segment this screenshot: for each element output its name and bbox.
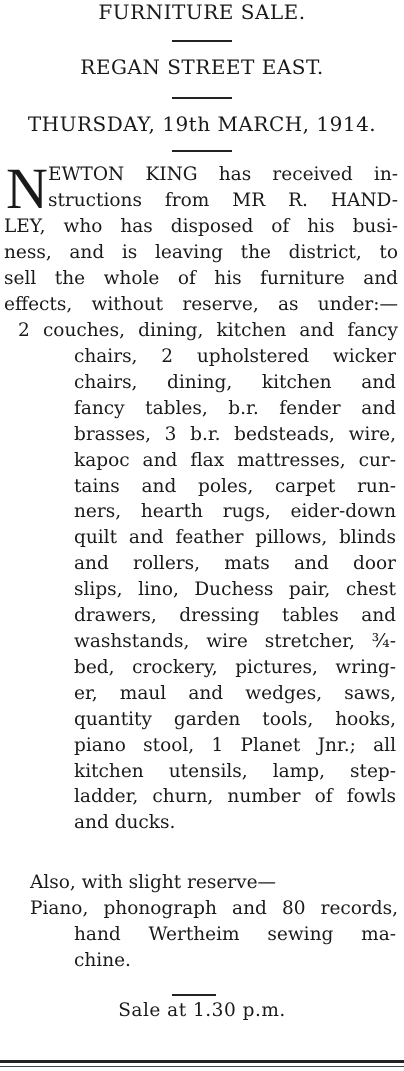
item-line: ners, hearth rugs, eider-down xyxy=(74,501,396,523)
intro-line: LEY, who has disposed of his busi- xyxy=(4,216,398,237)
item-line: bed, crockery, pictures, wring- xyxy=(74,656,396,678)
item-line: kapoc and flax mattresses, cur- xyxy=(74,449,396,471)
reserve-line: Piano, phonograph and 80 records, xyxy=(30,898,398,919)
ad-date: THURSDAY, 19th MARCH, 1914. xyxy=(27,112,377,136)
items-list xyxy=(74,344,396,836)
intro-line: EWTON KING has received in- xyxy=(48,164,398,185)
drop-cap: N xyxy=(6,156,48,221)
item-line: chairs, 2 upholstered wicker xyxy=(74,346,396,367)
ad-title: FURNITURE SALE. xyxy=(98,0,306,24)
item-line: ladder, churn, number of fowls xyxy=(74,786,396,808)
divider-rule xyxy=(172,40,232,42)
sale-time: Sale at 1.30 p.m. xyxy=(118,1000,286,1021)
intro-line: ness, and is leaving the district, to xyxy=(4,241,398,263)
reserve-first-line xyxy=(30,896,398,922)
item-line: er, maul and wedges, saws, xyxy=(74,682,396,704)
reserve-intro xyxy=(30,870,390,896)
reserve-intro-line: Also, with slight reserve— xyxy=(30,872,277,893)
divider-rule xyxy=(172,97,232,99)
items-first-line xyxy=(18,318,398,344)
item-line: and ducks. xyxy=(74,812,176,834)
divider-rule xyxy=(172,994,216,996)
item-line: tains and poles, carpet run- xyxy=(74,475,396,497)
intro-line: sell the whole of his furniture and xyxy=(4,267,398,289)
intro-line: effects, without reserve, as under:— xyxy=(4,293,398,315)
item-line: slips, lino, Duchess pair, chest xyxy=(74,579,396,601)
item-line: brasses, 3 b.r. bedsteads, wire, xyxy=(74,423,396,445)
item-line: kitchen utensils, lamp, step- xyxy=(74,760,396,782)
divider-rule xyxy=(172,150,232,152)
bottom-border-rule-thin xyxy=(0,1066,404,1067)
item-line: washstands, wire stretcher, ¾- xyxy=(74,630,396,652)
intro-block-indented xyxy=(48,162,398,214)
bottom-border-rule xyxy=(0,1060,404,1063)
item-line: and rollers, mats and door xyxy=(74,553,396,575)
reserve-line: hand Wertheim sewing ma- xyxy=(74,924,396,945)
item-line: 2 couches, dining, kitchen and fancy xyxy=(18,320,398,341)
reserve-line: chine. xyxy=(74,949,131,971)
item-line: drawers, dressing tables and xyxy=(74,605,396,627)
item-line: fancy tables, b.r. fender and xyxy=(74,397,396,419)
ad-location: REGAN STREET EAST. xyxy=(80,55,324,79)
item-line: chairs, dining, kitchen and xyxy=(74,371,396,393)
item-line: quilt and feather pillows, blinds xyxy=(74,527,396,549)
reserve-list xyxy=(74,922,396,974)
item-line: quantity garden tools, hooks, xyxy=(74,708,396,730)
item-line: piano stool, 1 Planet Jnr.; all xyxy=(74,734,396,756)
intro-line: structions from MR R. HAND- xyxy=(48,189,398,211)
intro-block xyxy=(4,214,398,318)
